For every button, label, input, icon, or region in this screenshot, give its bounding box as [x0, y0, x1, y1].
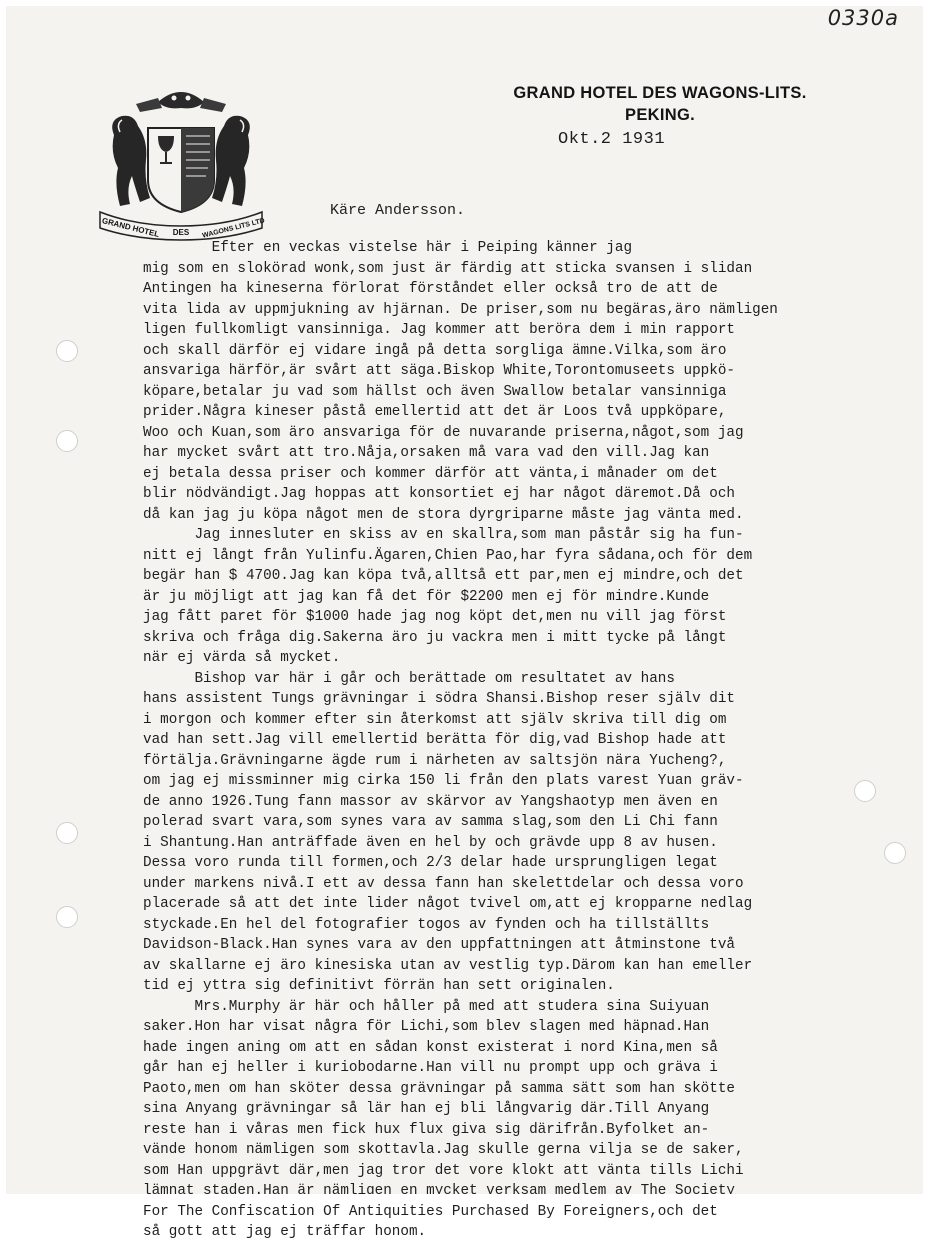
body-line: polerad svart vara,som synes vara av samma slag,som den Li Chi fann [143, 814, 718, 830]
body-line: hans assistent Tungs grävningar i södra Shansi.Bishop reser själv dit [143, 691, 735, 707]
body-line: lämnat staden.Han är nämligen en mycket verksam medlem av The Society [143, 1183, 735, 1199]
body-line: och skall därför ej vidare ingå på detta sorgliga ämne.Vilka,som äro [143, 342, 727, 359]
punch-hole [56, 822, 78, 844]
letterhead [500, 82, 820, 126]
body-line: prider.Några kineser påstå emellertid att det är Loos två uppköpare, [143, 404, 727, 420]
body-line: reste han i våras men fick hux flux giva sig därifrån.Byfolket an- [143, 1121, 710, 1138]
body-line: vita lida av uppmjukning av hjärnan. De priser,som nu begäras,äro nämligen [143, 301, 778, 318]
crest-ribbon-right: WAGONS LITS LTD [201, 217, 266, 240]
body-line: begär han $ 4700.Jag kan köpa två,alltså ett par,men ej mindre,och det [143, 568, 744, 584]
body-line: ej betala dessa priser och kommer därför att vänta,i månader om det [143, 465, 718, 482]
punch-hole [56, 906, 78, 928]
body-line: om jag ej missminner mig cirka 150 li från den plats varest Yuan gräv- [143, 773, 744, 789]
body-line: ansvariga härför,är svårt att säga.Biskop White,Torontomuseets uppkö- [143, 363, 735, 379]
body-line: Antingen ha kineserna förlorat förståndet eller också tro de att de [143, 281, 718, 297]
body-line: i morgon och kommer efter sin återkomst att själv skriva till dig om [143, 711, 727, 728]
body-line: blir nödvändigt.Jag hoppas att konsortiet ej har något däremot.Då och [143, 486, 735, 502]
body-line: de anno 1926.Tung fann massor av skärvor av Yangshaotyp men även en [143, 793, 718, 810]
punch-hole [884, 842, 906, 864]
body-line: sina Anyang grävningar så lär han ej bli långvarig där.Till Anyang [143, 1101, 710, 1117]
body-line: då kan jag ju köpa något men de stora dyrgriparne måste jag vänta med. [143, 506, 744, 523]
body-line: placerade så att det inte lider något tvivel om,att ej kropparne nedlag [143, 896, 753, 912]
body-line: vad han sett.Jag vill emellertid berätta för dig,vad Bishop hade att [143, 732, 727, 748]
body-line: förtälja.Grävningarne ägde rum i närheten av saltsjön nära Yucheng?, [143, 752, 727, 769]
hotel-name: GRAND HOTEL DES WAGONS-LITS. [513, 84, 807, 102]
body-line: är ju möjligt att jag kan få det för $2200 men ej för mindre.Kunde [143, 588, 710, 605]
body-line: Bishop var här i går och berättade om resultatet av hans [143, 670, 675, 687]
hotel-crest-logo [96, 80, 266, 240]
punch-hole [56, 340, 78, 362]
body-line: när ej värda så mycket. [143, 650, 341, 666]
salutation: Käre Andersson. [330, 202, 466, 219]
body-line: har mycket svårt att tro.Nåja,orsaken må vara vad den vill.Jag kan [143, 445, 710, 461]
body-line: Davidson-Black.Han synes vara av den uppfattningen att åtminstone två [143, 937, 735, 953]
body-line: saker.Hon har visat några för Lichi,som blev slagen med häpnad.Han [143, 1019, 710, 1035]
body-line: i Shantung.Han anträffade även en hel by och grävde upp 8 av husen. [143, 834, 718, 851]
body-line: hade ingen aning om att en sådan konst existerat i nord Kina,men så [143, 1039, 718, 1056]
punch-hole [56, 430, 78, 452]
archive-number: 0330a [827, 6, 899, 30]
body-line: Efter en veckas vistelse här i Peiping känner jag [143, 240, 633, 256]
body-line: styckade.En hel del fotografier togos av fynden och ha tillställts [143, 916, 710, 933]
letter-body [143, 238, 923, 1243]
body-line: Jag innesluter en skiss av en skallra,som man påstår sig ha fun- [143, 527, 744, 543]
body-line: av skallarne ej äro kinesiska utan av vestlig typ.Därom kan han emeller [143, 957, 753, 974]
punch-hole [854, 780, 876, 802]
body-line: For The Confiscation Of Antiquities Purchased By Foreigners,och det [143, 1203, 718, 1220]
body-line: Woo och Kuan,som äro ansvariga för de nuvarande priserna,något,som jag [143, 424, 744, 441]
body-line: som Han uppgrävt där,men jag tror det vore klokt att vänta tills Lichi [143, 1162, 744, 1179]
body-line: vände honom nämligen som skottavla.Jag skulle gerna vilja se de saker, [143, 1142, 744, 1158]
crest-ribbon-center: DES [172, 228, 190, 237]
body-line: tid ej yttra sig definitivt förrän han sett originalen. [143, 978, 615, 994]
body-line: går han ej heller i kuriobodarne.Han vill nu prompt upp och gräva i [143, 1060, 718, 1076]
body-line: Paoto,men om han sköter dessa grävningar på samma sätt som han skötte [143, 1080, 735, 1097]
body-line: nitt ej långt från Yulinfu.Ägaren,Chien Pao,har fyra sådana,och för dem [143, 547, 753, 564]
body-line: Mrs.Murphy är här och håller på med att studera sina Suiyuan [143, 998, 710, 1015]
body-line: skriva och fråga dig.Sakerna äro ju vackra men i mitt tycke på långt [143, 629, 727, 646]
body-line: mig som en slokörad wonk,som just är färdig att sticka svansen i slidan [143, 260, 753, 277]
body-line: jag fått paret för $1000 hade jag nog köpt det,men nu vill jag först [143, 609, 727, 625]
hotel-city: PEKING. [625, 106, 695, 124]
body-line: köpare,betalar ju vad som hällst och även Swallow betalar vansinniga [143, 383, 727, 400]
body-line: under markens nivå.I ett av dessa fann han skelettdelar och dessa voro [143, 875, 744, 892]
body-line: så gott att jag ej träffar honom. [143, 1224, 427, 1240]
body-line: Dessa voro runda till formen,och 2/3 delar hade ursprungligen legat [143, 855, 718, 871]
crest-ribbon-left: GRAND HOTEL [101, 216, 161, 240]
letter-date: Okt.2 1931 [558, 130, 666, 149]
body-line: ligen fullkomligt vansinniga. Jag kommer att beröra dem i min rapport [143, 322, 735, 338]
